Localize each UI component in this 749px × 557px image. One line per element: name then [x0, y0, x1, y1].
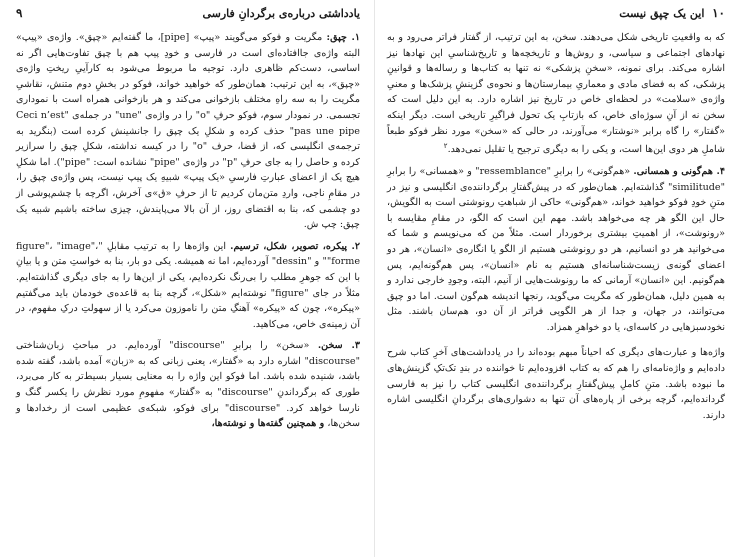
- left-running-title: یادداشتی درباره‌ی برگردانِ فارسی: [202, 7, 360, 20]
- right-page-number: ۱۰: [712, 6, 725, 20]
- note-closing-bold: و همچنین گفته‌ها و نوشته‌ها،: [211, 418, 325, 430]
- right-running-head: [387, 6, 725, 26]
- note-text: «هم‌گونی» را برابرِ "ressemblance" و «همسانی» را برابرِ "similitude" گذاشته‌ایم. همان‌طور که در پیش‌گفتارِ برگرداننده‌ی انگلیسی و نیز در متنِ خودِ فوکو خواهید خواند، «هم‌گونی» حاکی از شباهتِ رونوشتی است به الگویش، حال این الگو هر چه می‌خواهد باشد. مهم این است که الگو، در مقامِ مقایسه با «رونوشت»، از اهمیتِ بیشتری برخوردار است. مثلاً من که می‌نویسم و شما که می‌خوانید هر دو انسانیم، هر دو رونوشتی هستیم از الگو یا انگاره‌ی «انسان»، هر دو اعضای گونه‌ی زیست‌شناسانه‌ای هستیم به نام «انسان»، پس هم‌گونه‌ایم، پس هم‌گونیم. این «انسان» آرمانی که ما رونوشت‌هایی از آنیم، البته، وجودِ خارجی ندارد و به همین دلیل، همان‌طور که مگریت می‌گوید، رنجها اندیشه هم‌گون است. اما دو چپق می‌توانند، در جهان، و جدا از هر الگویی فراتر از آن دو، هم‌سان باشند. مثل نخودسبزهایی در کاسه‌ای، یا دو خواهرِ همزاد.: [387, 165, 725, 333]
- note-paragraph: [16, 30, 360, 233]
- note-text: مگریت و فوکو می‌گویند «پیپ» [pipe]، ما گفته‌ایم «چپق». واژه‌ی «پیپ» البته واژه‌ی جاافتاده‌ای است در فارسی و خودِ پیپ هم با چپق تفاوت‌هایی اگر نه اساسی، دست‌کم ظاهری دارد. توجیه ما مربوط می‌شود به کارآییِ ریختِ واژه‌ی «چپق»، به این ترتیب: همان‌طور که خواهید خواند، فوکو در بخشِ دوم متنش، نقاشیِ مگریت را به سه راهِ مختلف بازخوانی می‌کند و هر بازخوانی همراه است با نموداری تجسمی. در نمودار سوم، فوکو حرفِ "o" را در واژه‌ی "une" در جمله‌ی "Ceci n’est pas une pipe" حذف کرده و شکلِ یک چپق را جانشینش کرده است (بنگرید به ترجمه‌ی انگلیسی که، از قضا، حرف "o" را در کیسه نداشته، شکلِ چپق را سرازیر کرده و حاصل را به جای حرفِ "p" در واژه‌ی "pipe" نشانده است: "pipe"). اما شکلِ هیچ یک از اعضای عبارتِ فارسیِ «یک پیپ» شبیهِ یک پیپ نیست، پس واژه‌ی چپق را، در مقامِ ناجی، واردِ متن‌مان کردیم تا از حرفِ «ق»ی آخرش، اگرچه با چشم‌پوشی از دو چشمی که، بنا به اقتضای روز، از آن بالا می‌پایندش، چیزی ساخته باشیم شبیه یک چپق: چپ ش.: [16, 32, 361, 231]
- right-page-number-group: [619, 6, 725, 20]
- footnote-marker: ۲: [443, 142, 448, 151]
- note-paragraph: [16, 239, 360, 333]
- left-page: [0, 0, 374, 557]
- paragraph-text: که به واقعیتِ تاریخی شکل می‌دهند. سخن، به این ترتیب، از گفتار فراتر می‌رود و به نهادهای اجتماعی و سیاسی، و روش‌ها و تاریخچه‌ها و تاریخ‌شناسیِ این نهادها نیز اشاره می‌کند. برای نمونه، «سخنِ پزشکی» نه تنها به کتاب‌ها و رساله‌ها و قوانینِ پزشکی، که به فضای مادی و معماریِ بیمارستان‌ها و نحوه‌ی گزینشِ پزشک‌ها و معنیِ واژه‌ی «سلامت» در لحظه‌ای خاص در تاریخ نیز اشاره دارد. به این دلیل است که سخن نه از آنِ سوژه‌ای خاص، که بازتابِ یک تحول فراگیرِ تاریخی است. دیگر اینکه «گفتار» را گاه برابر «نوشتار» می‌آورند، در حالی که «سخن» مورد نظر فوکو طبعاً شاملِ هر دوی این‌ها است، و یکی را به دیگری ترجیح یا تقلیل نمی‌دهد.: [387, 32, 725, 156]
- right-body: [387, 30, 725, 423]
- right-page: [375, 0, 749, 557]
- body-paragraph: [387, 345, 725, 423]
- note-paragraph: [387, 164, 725, 336]
- note-text: این واژه‌ها را به ترتیب مقابلِ "figure"، "image"، "forme" و "dessin" آورده‌ایم، اما نه همیشه. یکی دو بار، بنا به خواستِ متن و یا بیانِ با این که جوهرِ مطلب را بی‌رنگ نکرده‌ایم، یکی از این‌ها را به جای دیگری گذاشته‌ایم. مثلاً در جای "figure" نوشته‌ایم «شکل»، گرچه بنا به قاعده‌ی خودمان باید می‌گفتیم «پیکره»، چون که «پیکره» آهنگِ متن را ناموزون می‌کرد یا از سهولتِ درکِ مفهوم، در آن زمینه‌ی خاص، می‌کاهید.: [16, 240, 360, 330]
- note-heading: ۲. پیکره، تصویر، شکل، ترسیم.: [230, 240, 360, 252]
- note-heading: ۱. چپق:: [326, 32, 360, 43]
- note-text: «سخن» را برابرِ "discourse" آورده‌ایم. در مباحثِ زبان‌شناختی "discourse" اشاره دارد به «گفتار»، یعنی زبانی که به «زبان» آمده باشد، گفته شده باشد، شنیده شده باشد. اما فوکو این واژه را به معنایی بسیار بسیط‌تر به کار می‌برد، طوری که برگرداندنِ "discourse" به «گفتار» مفهومِ مورد نظرش را یکسر گنگ و نارسا خواهد کرد. "discourse" برای فوکو، شبکه‌ی عظیمی است از رخدادها و سخن‌ها،: [16, 340, 360, 430]
- left-page-number: ۹: [16, 6, 23, 20]
- body-paragraph: [387, 30, 725, 158]
- note-heading: ۴. هم‌گونی و همسانی.: [633, 165, 725, 177]
- paragraph-text: واژه‌ها و عبارت‌های دیگری که احیاناً مبهم بوده‌اند را در یادداشت‌های آخرِ کتاب شرح داده‌ایم و واژه‌نامه‌ای را هم که به کتاب افزوده‌ایم تا خواننده در بندِ تک‌تکِ گزینش‌های ما نبوده باشد. متنِ کاملِ پیش‌گفتارِ برگرداننده‌ی انگلیسی کتاب را نیز به فارسی گردانده‌ایم، گرچه برخی از پاره‌های آن تنها به دشواری‌های برگردانِ انگلیسی اشاره دارند.: [387, 347, 725, 421]
- note-heading: ۳. سخن.: [317, 340, 361, 352]
- left-running-head: [16, 6, 360, 26]
- note-paragraph: [16, 338, 360, 432]
- left-body: [16, 30, 360, 432]
- right-running-title: این یک چپق نیست: [619, 7, 705, 20]
